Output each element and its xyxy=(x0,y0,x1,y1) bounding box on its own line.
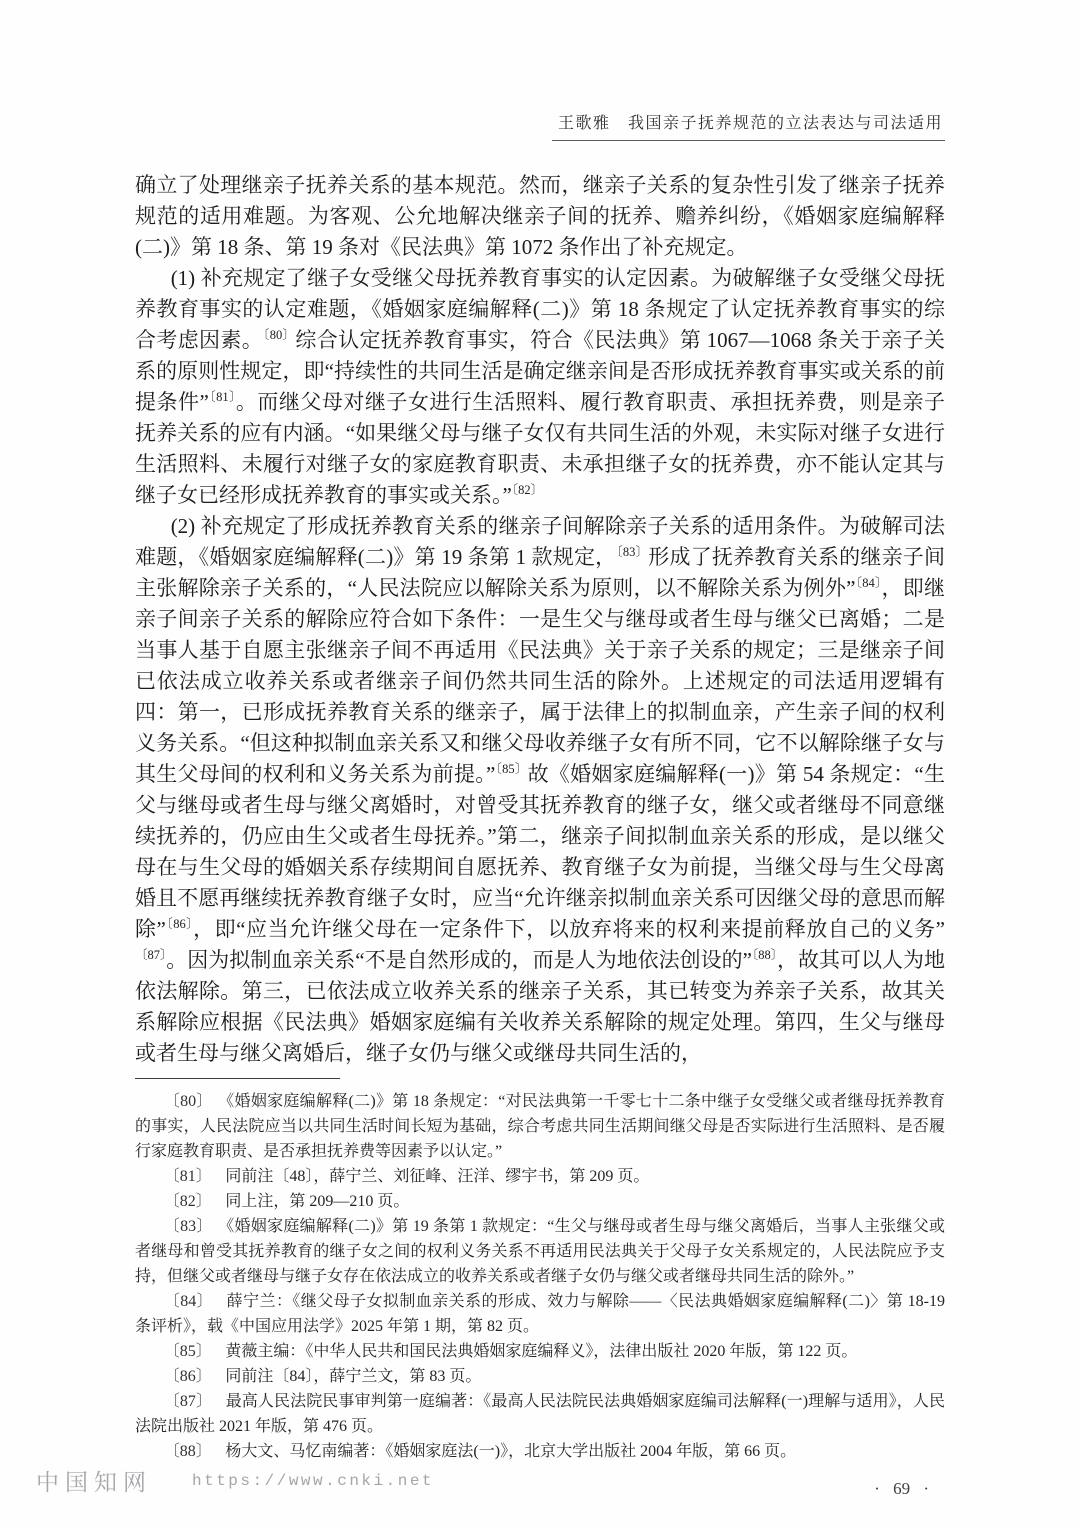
footnote-item xyxy=(135,1214,945,1289)
body-paragraphs xyxy=(135,170,945,1069)
footnote-marker: 〔80〕 xyxy=(163,1093,213,1110)
page-content xyxy=(135,0,945,1499)
page-number: · 69 · xyxy=(874,1479,929,1498)
footnote-ref: 〔81〕 xyxy=(208,390,236,404)
footnote-marker: 〔88〕 xyxy=(163,1443,212,1460)
body-paragraph: (2) 补充规定了形成抚养教育关系的继亲子间解除亲子关系的适用条件。为破解司法难题，《婚姻家庭编解释(二)》第 19 条第 1 款规定，$^{〔83〕}$形成了抚养教育关系的继亲子间主张解除亲子关系的，“人民法院应以解除关系为原则，以不解除关系为例外”$^{〔84〕}$，即继亲子间亲子关系的解除应符合如下条件：一是生父与继母或者生母与继父已离婚；二是当事人基于自愿主张继亲子间不再适用《民法典》关于亲子关系的规定；三是继亲子间已依法成立收养关系或者继亲子间仍然共同生活的除外。上述规定的司法适用逻辑有四：第一，已形成抚养教育关系的继亲子，属于法律上的拟制血亲，产生亲子间的权利义务关系。“但这种拟制血亲关系又和继父母收养继子女有所不同，它不以解除继子女与其生父母间的权利和义务关系为前提。”$^{〔85〕}$故《婚姻家庭编解释(一)》第 54 条规定：“生父与继母或者生母与继父离婚时，对曾受其抚养教育的继子女，继父或者继母不同意继续抚养的，仍应由生父或者生母抚养。”第二，继亲子间拟制血亲关系的形成，是以继父母在与生父母的婚姻关系存续期间自愿抚养、教育继子女为前提，当继父母与生父母离婚且不愿再继续抚养教育继子女时，应当“允许继亲拟制血亲关系可因继父母的意思而解除”$^{〔86〕}$，即“应当允许继父母在一定条件下，以放弃将来的权利来提前释放自己的义务”$^{〔87〕}$。因为拟制血亲关系“不是自然形成的，而是人为地依法创设的”$^{〔88〕}$，故其可以人为地依法解除。第三，已依法成立收养关系的继亲子关系，其已转变为养亲子关系，故其关系解除应根据《民法典》婚姻家庭编有关收养关系解除的规定处理。第四，生父与继母或者生母与继父离婚后，继子女仍与继父或继母共同生活的， xyxy=(135,514,946,1065)
footnote-ref: 〔83〕 xyxy=(616,545,649,559)
cnki-url-text: https://www.cnki.net xyxy=(192,1471,435,1490)
footnote-marker: 〔87〕 xyxy=(163,1393,213,1410)
footnote-text: 《婚姻家庭编解释(二)》第 19 条第 1 款规定：“生父与继母或者生母与继父离婚后，当事人主张继父或者继母和曾受其抚养教育的继子女之间的权利义务关系不再适用民法典关于父母子女关系规定的，人民法院应予支持，但继父或者继母与继子女存在依法成立的收养关系或者继子女仍与继父或者继母共同生活的除外。” xyxy=(135,1218,945,1285)
footnote-marker: 〔85〕 xyxy=(163,1343,212,1360)
footnote-ref: 〔82〕 xyxy=(511,483,544,497)
footnote-marker: 〔83〕 xyxy=(163,1218,213,1235)
cnki-watermark xyxy=(36,1464,434,1497)
footnote-ref: 〔84〕 xyxy=(855,576,882,590)
footnote-ref: 〔80〕 xyxy=(263,328,296,342)
footnote-text: 薛宁兰：《继父母子女拟制血亲关系的形成、效力与解除——〈民法典婚姻家庭编解释(二)〉第 18-19 条评析》，载《中国应用法学》2025 年第 1 期，第 82 页。 xyxy=(135,1293,945,1335)
body-paragraph: (1) 补充规定了继子女受继父母抚养教育事实的认定因素。为破解继子女受继父母抚养教育事实的认定难题，《婚姻家庭编解释(二)》第 18 条规定了认定抚养教育事实的综合考虑因素。$^{〔80〕}$综合认定抚养教育事实，符合《民法典》第 1067—1068 条关于亲子关系的原则性规定，即“持续性的共同生活是确定继亲间是否形成抚养教育事实或关系的前提条件”$^{〔81〕}$。而继父母对继子女进行生活照料、履行教育职责、承担抚养费，则是亲子抚养关系的应有内涵。“如果继父母与继子女仅有共同生活的外观，未实际对继子女进行生活照料、未履行对继子女的家庭教育职责、未承担继子女的抚养费，亦不能认定其与继子女已经形成抚养教育的事实或关系。”$^{〔82〕}$ xyxy=(135,266,946,507)
footnote-marker: 〔82〕 xyxy=(163,1193,212,1210)
footnote-text: 同上注，第 209—210 页。 xyxy=(225,1193,410,1210)
footnote-text: 同前注〔48〕，薛宁兰、刘征峰、汪洋、缪宇书，第 209 页。 xyxy=(225,1168,650,1185)
footnote-item xyxy=(135,1364,945,1389)
footnote-text: 《婚姻家庭编解释(二)》第 18 条规定：“对民法典第一千零七十二条中继子女受继父或者继母抚养教育的事实，人民法院应当以共同生活时间长短为基础，综合考虑共同生活期间继父母是否实际进行生活照料、是否履行家庭教育职责、是否承担抚养费等因素予以认定。” xyxy=(135,1093,945,1160)
footnote-item xyxy=(135,1439,945,1464)
running-header xyxy=(135,0,945,141)
footnotes xyxy=(135,1089,945,1464)
footnote-item xyxy=(135,1164,945,1189)
footnote-item xyxy=(135,1189,945,1214)
footnote-ref: 〔88〕 xyxy=(751,948,777,962)
running-header-text: 王歌雅 我国亲子抚养规范的立法表达与司法适用 xyxy=(552,110,945,141)
footnote-ref: 〔87〕 xyxy=(135,948,167,962)
footnote-item xyxy=(135,1339,945,1364)
footnote-ref: 〔86〕 xyxy=(165,917,194,931)
footnote-marker: 〔84〕 xyxy=(163,1293,214,1310)
footnote-marker: 〔81〕 xyxy=(163,1168,212,1185)
footnote-ref: 〔85〕 xyxy=(495,762,528,776)
footnote-text: 同前注〔84〕，薛宁兰文，第 83 页。 xyxy=(225,1368,482,1385)
footnote-divider xyxy=(135,1078,340,1079)
footnote-text: 杨大文、马忆南编著：《婚姻家庭法(一)》，北京大学出版社 2004 年版，第 66 页。 xyxy=(225,1443,797,1460)
footnote-marker: 〔86〕 xyxy=(163,1368,212,1385)
footnote-item xyxy=(135,1289,945,1339)
cnki-brand-text: 中国知网 xyxy=(36,1470,152,1495)
footnote-text: 黄薇主编：《中华人民共和国民法典婚姻家庭编释义》，法律出版社 2020 年版，第 122 页。 xyxy=(225,1343,858,1360)
footnote-item xyxy=(135,1389,945,1439)
footnote-text: 最高人民法院民事审判第一庭编著：《最高人民法院民法典婚姻家庭编司法解释(一)理解与适用》，人民法院出版社 2021 年版，第 476 页。 xyxy=(135,1393,945,1435)
body-paragraph: 确立了处理继亲子抚养关系的基本规范。然而，继亲子关系的复杂性引发了继亲子抚养规范的适用难题。为客观、公允地解决继亲子间的抚养、赡养纠纷，《婚姻家庭编解释(二)》第 18 条、第 19 条对《民法典》第 1072 条作出了补充规定。 xyxy=(135,173,945,259)
footnote-item xyxy=(135,1089,945,1164)
